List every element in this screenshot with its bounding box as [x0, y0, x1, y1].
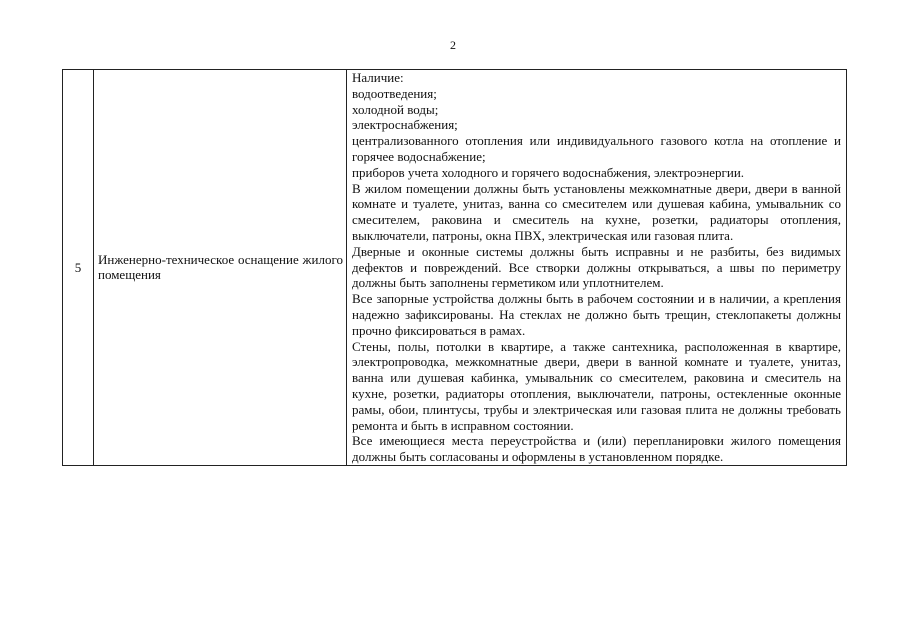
row-index-cell: 5	[63, 70, 94, 466]
requirement-line: водоотведения;	[352, 85, 437, 101]
requirement-line: электроснабжения;	[352, 117, 458, 133]
requirement-paragraph: Все имеющиеся места переустройства и (или) перепланировки жилого помещения должны быть согласованы и оформлены в установленном порядке.	[352, 433, 841, 465]
row-name-cell: Инженерно-техническое оснащение жилого помещения	[94, 70, 347, 466]
requirement-paragraph: Все запорные устройства должны быть в рабочем состоянии и в наличии, а крепления надежно зафиксированы. На стеклах не должно быть трещин, стеклопакеты должны прочно фиксироваться в рамах.	[352, 291, 841, 338]
page-number: 2	[450, 38, 456, 52]
requirement-line: холодной воды;	[352, 101, 439, 117]
requirement-line: Наличие:	[352, 70, 404, 85]
requirements-table	[62, 69, 847, 466]
requirement-paragraph: Стены, полы, потолки в квартире, а также сантехника, расположенная в квартире, электропроводка, межкомнатные двери, двери в ванной комнате и туалете, унитаз, ванна или душевая кабинка, умывальник со смесителем, раковина и смеситель на кухне, розетки, радиаторы отопления, выключатели, патроны, остекленные оконные рамы, обои, плинтусы, трубы и электрическая или газовая плита не должны требовать ремонта и быть в исправном состоянии.	[352, 338, 841, 433]
table-row	[63, 70, 847, 466]
row-requirements-cell	[347, 70, 847, 466]
requirement-paragraph: Дверные и оконные системы должны быть исправны и не разбиты, без видимых дефектов и повреждений. Все створки должны открываться, а швы по периметру должны быть заполнены герметиком или уплотнителем.	[352, 243, 841, 291]
requirement-paragraph: централизованного отопления или индивидуального газового котла на отопление и горячее водоснабжение;	[352, 133, 841, 164]
requirement-paragraph: приборов учета холодного и горячего водоснабжения, электроэнергии.	[352, 164, 745, 180]
requirement-paragraph: В жилом помещении должны быть установлены межкомнатные двери, двери в ванной комнате и туалете, унитаз, ванна со смесителем или душевая кабина, умывальник со смесителем, раковина и смеситель на кухне, розетки, радиаторы отопления, выключатели, патроны, окна ПВХ, электрическая или газовая плита.	[352, 180, 841, 243]
